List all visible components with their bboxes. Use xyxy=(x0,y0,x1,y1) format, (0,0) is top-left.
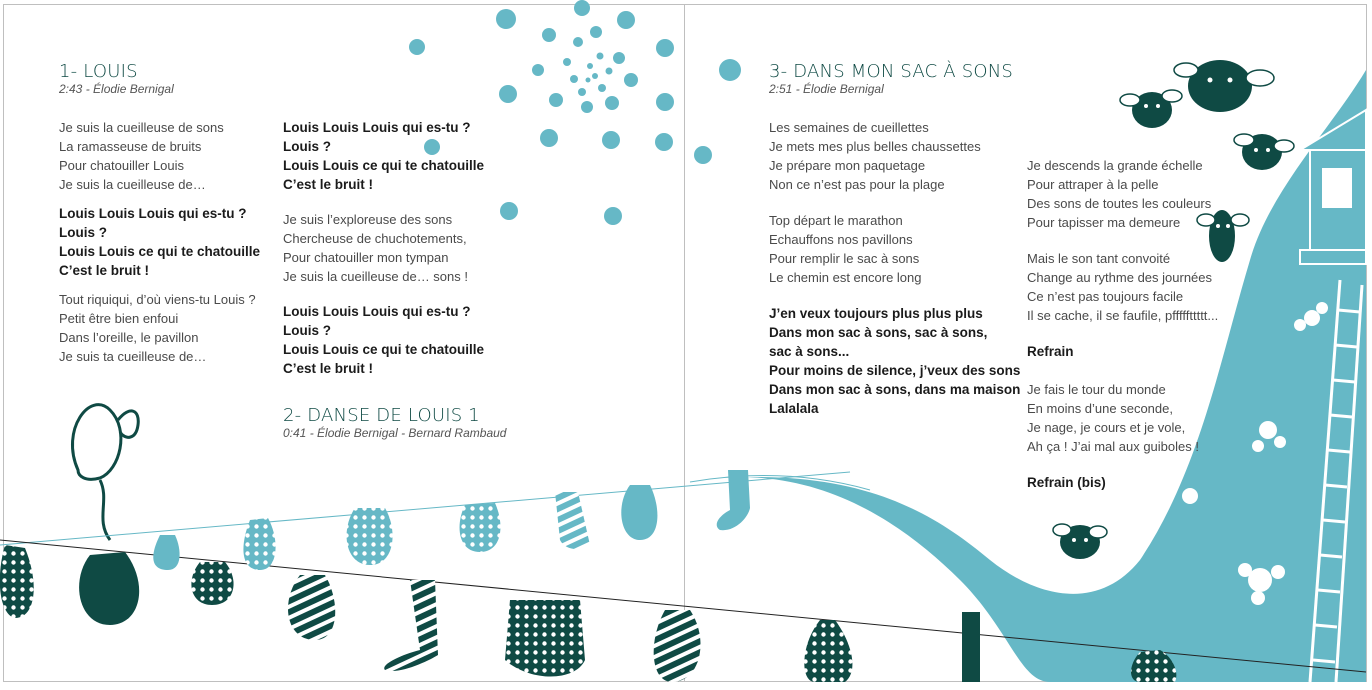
lyric-line: Pour chatouiller Louis xyxy=(59,158,185,173)
lyric-line: sac à sons... xyxy=(769,344,850,359)
lyric-line: Louis Louis Louis qui es-tu ? xyxy=(59,206,247,221)
lyric-line: Je descends la grande échelle xyxy=(1027,158,1203,173)
song3-credit: 2:51 - Élodie Bernigal xyxy=(769,82,884,96)
chorus xyxy=(283,118,493,194)
lyric-line: Je fais le tour du monde xyxy=(1027,382,1166,397)
hanging-bags-teal xyxy=(153,470,750,570)
lyric-line: Echauffons nos pavillons xyxy=(769,232,913,247)
lyric-line: Pour moins de silence, j’veux des sons xyxy=(769,363,1021,378)
lyric-line: Dans mon sac à sons, sac à sons, xyxy=(769,325,988,340)
lyric-line: Louis Louis Louis qui es-tu ? xyxy=(283,120,471,135)
ear-figure xyxy=(72,405,138,540)
lyric-line: Louis ? xyxy=(59,225,107,240)
song3-lyrics-right xyxy=(1027,156,1227,492)
refrain-bis-label: Refrain (bis) xyxy=(1027,475,1106,490)
stanza xyxy=(283,210,493,286)
lyric-line: Petit être bien enfoui xyxy=(59,311,179,326)
lyric-line: Je suis la cueilleuse de sons xyxy=(59,120,224,135)
lyric-line: Je suis la cueilleuse de… sons ! xyxy=(283,269,468,284)
lyric-line: Je suis l’exploreuse des sons xyxy=(283,212,453,227)
stanza xyxy=(59,290,274,366)
lyric-line: Je prépare mon paquetage xyxy=(769,158,926,173)
chorus xyxy=(283,302,493,378)
lyric-line: Louis Louis ce qui te chatouille xyxy=(283,158,485,173)
lyric-line: Ah ça ! J’ai mal aux guiboles ! xyxy=(1027,439,1199,454)
song2-header xyxy=(283,405,506,456)
lyric-line: Il se cache, il se faufile, pfffffttttt... xyxy=(1027,308,1219,323)
song1-credit: 2:43 - Élodie Bernigal xyxy=(59,82,174,96)
lyric-line: Mais le son tant convoité xyxy=(1027,251,1171,266)
song1-title: 1- LOUIS xyxy=(59,61,138,82)
song2-credit: 0:41 - Élodie Bernigal - Bernard Rambaud xyxy=(283,426,507,440)
chorus xyxy=(769,304,1019,418)
lyric-line: J’en veux toujours plus plus plus xyxy=(769,306,983,321)
house xyxy=(1300,110,1366,264)
lyric-line: C’est le bruit ! xyxy=(283,177,374,192)
lyric-line: Pour attraper à la pelle xyxy=(1027,177,1159,192)
lyric-line: C’est le bruit ! xyxy=(59,263,150,278)
song1-lyrics-left xyxy=(59,118,274,376)
lyric-line: Je nage, je cours et je vole, xyxy=(1027,420,1186,435)
lyric-line: En moins d’une seconde, xyxy=(1027,401,1173,416)
lyric-line: Chercheuse de chuchotements, xyxy=(283,231,467,246)
song1-header xyxy=(59,61,174,112)
refrain-label: Refrain xyxy=(1027,344,1074,359)
song3-header xyxy=(769,61,1013,112)
lyric-line: Louis Louis ce qui te chatouille xyxy=(59,244,261,259)
song3-title: 3- DANS MON SAC À SONS xyxy=(769,61,1013,82)
stanza xyxy=(769,211,1019,287)
clothesline-light xyxy=(0,472,850,545)
lyric-line: Top départ le marathon xyxy=(769,213,903,228)
lyric-line: Louis Louis ce qui te chatouille xyxy=(283,342,485,357)
lyric-line: Pour chatouiller mon tympan xyxy=(283,250,449,265)
lyric-line: La ramasseuse de bruits xyxy=(59,139,202,154)
lyric-line: Non ce n’est pas pour la plage xyxy=(769,177,945,192)
song1-lyrics-right xyxy=(283,118,493,388)
lyric-line: Louis ? xyxy=(283,139,331,154)
chorus xyxy=(59,204,274,280)
lyric-line: Tout riquiqui, d’où viens-tu Louis ? xyxy=(59,292,256,307)
stanza xyxy=(1027,249,1227,325)
lyric-line: Des sons de toutes les couleurs xyxy=(1027,196,1212,211)
lyric-line: Louis Louis Louis qui es-tu ? xyxy=(283,304,471,319)
lyric-line: C’est le bruit ! xyxy=(283,361,374,376)
lyric-line: Louis ? xyxy=(283,323,331,338)
lyric-line: Dans l’oreille, le pavillon xyxy=(59,330,199,345)
lyric-line: Les semaines de cueillettes xyxy=(769,120,929,135)
lyric-line: Lalalala xyxy=(769,401,819,416)
lyric-line: Je suis la cueilleuse de… xyxy=(59,177,206,192)
lyric-line: Je suis ta cueilleuse de… xyxy=(59,349,207,364)
lyric-line: Change au rythme des journées xyxy=(1027,270,1213,285)
song2-title: 2- DANSE DE LOUIS 1 xyxy=(283,405,480,426)
lyric-line: Dans mon sac à sons, dans ma maison xyxy=(769,382,1021,397)
lyric-line: Ce n’est pas toujours facile xyxy=(1027,289,1184,304)
lyric-line: Je mets mes plus belles chaussettes xyxy=(769,139,981,154)
lyric-line: Pour tapisser ma demeure xyxy=(1027,215,1181,230)
song3-lyrics-left xyxy=(769,118,1019,428)
stanza xyxy=(1027,156,1227,232)
lyric-line: Le chemin est encore long xyxy=(769,270,922,285)
stanza xyxy=(769,118,1019,194)
lyric-line: Pour remplir le sac à sons xyxy=(769,251,920,266)
stanza xyxy=(59,118,274,194)
stanza xyxy=(1027,380,1227,456)
